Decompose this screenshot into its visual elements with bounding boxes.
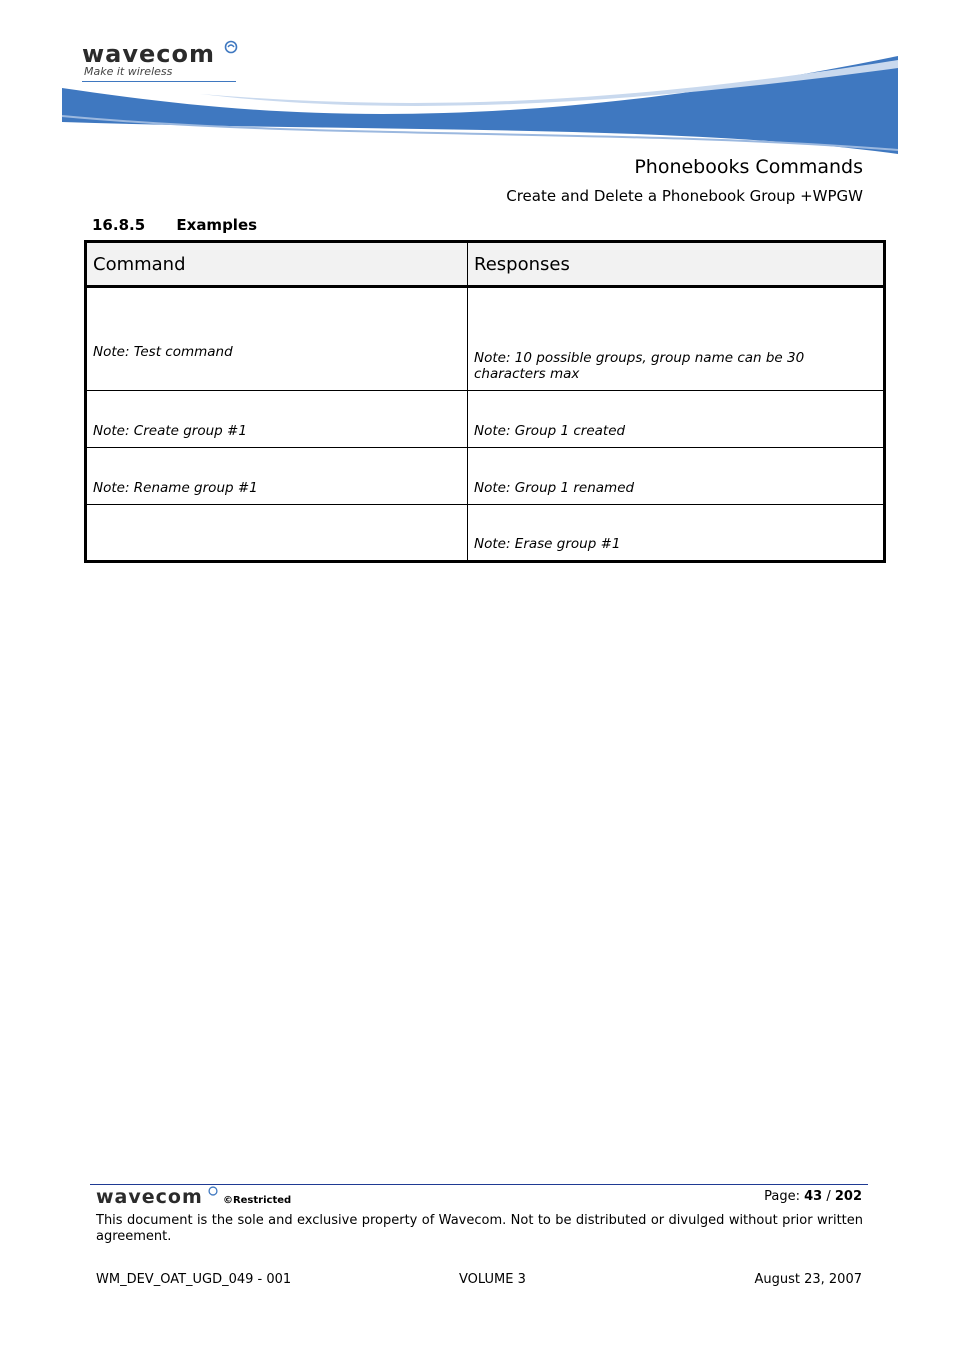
page-label: Page: xyxy=(764,1189,800,1204)
doc-reference: WM_DEV_OAT_UGD_049 - 001 xyxy=(96,1272,292,1287)
table-row xyxy=(86,505,885,562)
table-row xyxy=(86,448,885,505)
restricted-label: ©Restricted xyxy=(222,1195,292,1206)
table-header-row xyxy=(86,242,885,287)
footer-rule xyxy=(90,1184,868,1185)
footer-logo-text: wavecom xyxy=(96,1186,203,1208)
section-heading-title: Examples xyxy=(176,216,258,234)
page-current: 43 xyxy=(804,1189,823,1204)
command-note: Note: Rename group #1 xyxy=(86,448,468,505)
column-header-command: Command xyxy=(86,242,468,287)
chapter-title: Phonebooks Commands xyxy=(634,156,863,178)
command-note xyxy=(86,505,468,562)
command-note: Note: Test command xyxy=(86,287,468,391)
command-note: Note: Create group #1 xyxy=(86,391,468,448)
footer-notice: This document is the sole and exclusive property of Wavecom. Not to be distributed or divulged without prior written agreement. xyxy=(96,1213,863,1244)
wavecom-swirl-icon xyxy=(224,40,238,54)
response-note: Note: Erase group #1 xyxy=(468,505,885,562)
response-note: Note: Group 1 created xyxy=(468,391,885,448)
volume-label: VOLUME 3 xyxy=(459,1272,526,1287)
header-swoosh xyxy=(60,54,900,154)
document-date: August 23, 2007 xyxy=(754,1272,862,1287)
examples-table xyxy=(84,240,886,563)
section-title: Create and Delete a Phonebook Group +WPGW xyxy=(506,187,863,205)
response-note: Note: Group 1 renamed xyxy=(468,448,885,505)
wavecom-swirl-icon xyxy=(208,1186,218,1196)
footer-logo xyxy=(96,1186,291,1208)
page-total: 202 xyxy=(834,1189,862,1204)
section-number: 16.8.5 xyxy=(92,216,146,234)
page-separator: / xyxy=(826,1189,831,1204)
section-heading xyxy=(92,216,257,234)
header-logo-text: wavecom xyxy=(82,40,216,68)
page-indicator xyxy=(764,1189,862,1204)
table-row xyxy=(86,391,885,448)
column-header-responses: Responses xyxy=(468,242,885,287)
table-row xyxy=(86,287,885,391)
response-note: Note: 10 possible groups, group name can be 30 characters max xyxy=(468,287,885,391)
header-tagline: Make it wireless xyxy=(84,65,173,78)
